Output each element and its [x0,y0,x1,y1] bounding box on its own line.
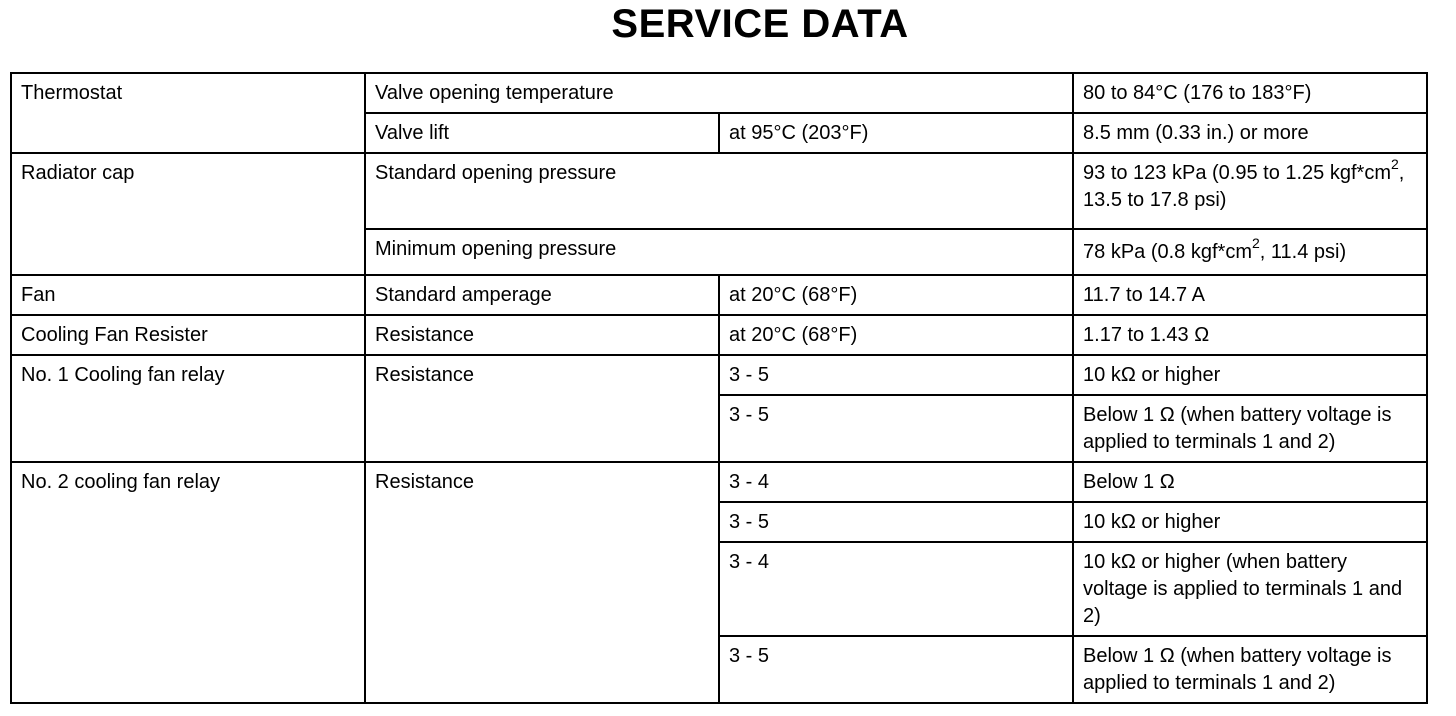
component-cell [11,153,365,275]
spec-value: 10 kΩ or higher [1083,364,1221,386]
terminal-cell [719,502,1073,542]
item-cell [365,113,719,153]
value-cell [1073,395,1427,462]
value-cell [1073,542,1427,636]
condition-label: at 20°C (68°F) [729,324,858,346]
condition-cell [719,315,1073,355]
terminal-cell [719,542,1073,636]
terminal-pair: 3 - 5 [729,645,770,667]
page-title: SERVICE DATA [611,2,909,46]
value-cell [1073,502,1427,542]
item-cell [365,73,1073,113]
condition-label: at 20°C (68°F) [729,284,858,306]
item-label: Valve lift [375,122,450,144]
item-label: Resistance [375,324,474,346]
spec-value: Below 1 Ω [1083,471,1175,493]
table-row [11,315,1427,355]
component-label: Fan [21,284,56,306]
table-row [11,355,1427,395]
terminal-cell [719,636,1073,703]
spec-value: 80 to 84°C (176 to 183°F) [1083,82,1312,104]
component-label: Thermostat [21,82,123,104]
component-cell [11,355,365,462]
terminal-pair: 3 - 4 [729,551,770,573]
spec-value: 1.17 to 1.43 Ω [1083,324,1210,346]
spec-value: 93 to 123 kPa (0.95 to 1.25 $kgf*cm^2$, 13.5 to 17.8 psi) [1083,156,1405,211]
item-cell [365,355,719,462]
spec-value: 11.7 to 14.7 A [1083,284,1205,306]
table-row [11,153,1427,229]
value-cell [1073,355,1427,395]
component-cell [11,315,365,355]
terminal-cell [719,462,1073,502]
value-cell [1073,153,1427,229]
value-cell [1073,113,1427,153]
item-label: Minimum opening pressure [375,238,617,260]
value-cell [1073,229,1427,275]
terminal-pair: 3 - 5 [729,364,770,386]
table-row [11,275,1427,315]
component-cell [11,462,365,703]
terminal-pair: 3 - 4 [729,471,770,493]
item-label: Valve opening temperature [375,82,614,104]
spec-value: Below 1 Ω (when battery voltage is applied to terminals 1 and 2) [1083,645,1392,694]
component-label: Radiator cap [21,162,135,184]
item-cell [365,153,1073,229]
terminal-pair: 3 - 5 [729,404,770,426]
item-cell [365,462,719,703]
terminal-cell [719,395,1073,462]
spec-value: 10 kΩ or higher [1083,511,1221,533]
component-label: No. 2 cooling fan relay [21,471,221,493]
item-cell [365,315,719,355]
component-label: No. 1 Cooling fan relay [21,364,225,386]
item-cell [365,229,1073,275]
value-cell [1073,73,1427,113]
value-cell [1073,462,1427,502]
spec-value: Below 1 Ω (when battery voltage is applied to terminals 1 and 2) [1083,404,1392,453]
condition-cell [719,113,1073,153]
component-label: Cooling Fan Resister [21,324,208,346]
spec-value: 78 kPa (0.8 $kgf*cm^2$, 11.4 psi) [1083,235,1347,263]
table-row [11,462,1427,502]
spec-value: 8.5 mm (0.33 in.) or more [1083,122,1309,144]
item-label: Standard amperage [375,284,552,306]
condition-cell [719,275,1073,315]
item-label: Resistance [375,364,474,386]
item-cell [365,275,719,315]
item-label: Resistance [375,471,474,493]
terminal-cell [719,355,1073,395]
value-cell [1073,275,1427,315]
condition-label: at 95°C (203°F) [729,122,869,144]
terminal-pair: 3 - 5 [729,511,770,533]
value-cell [1073,636,1427,703]
spec-value: 10 kΩ or higher (when battery voltage is applied to terminals 1 and 2) [1083,551,1403,627]
table-row [11,73,1427,113]
value-cell [1073,315,1427,355]
component-cell [11,73,365,153]
item-label: Standard opening pressure [375,162,617,184]
component-cell [11,275,365,315]
service-data-table [10,72,1428,704]
